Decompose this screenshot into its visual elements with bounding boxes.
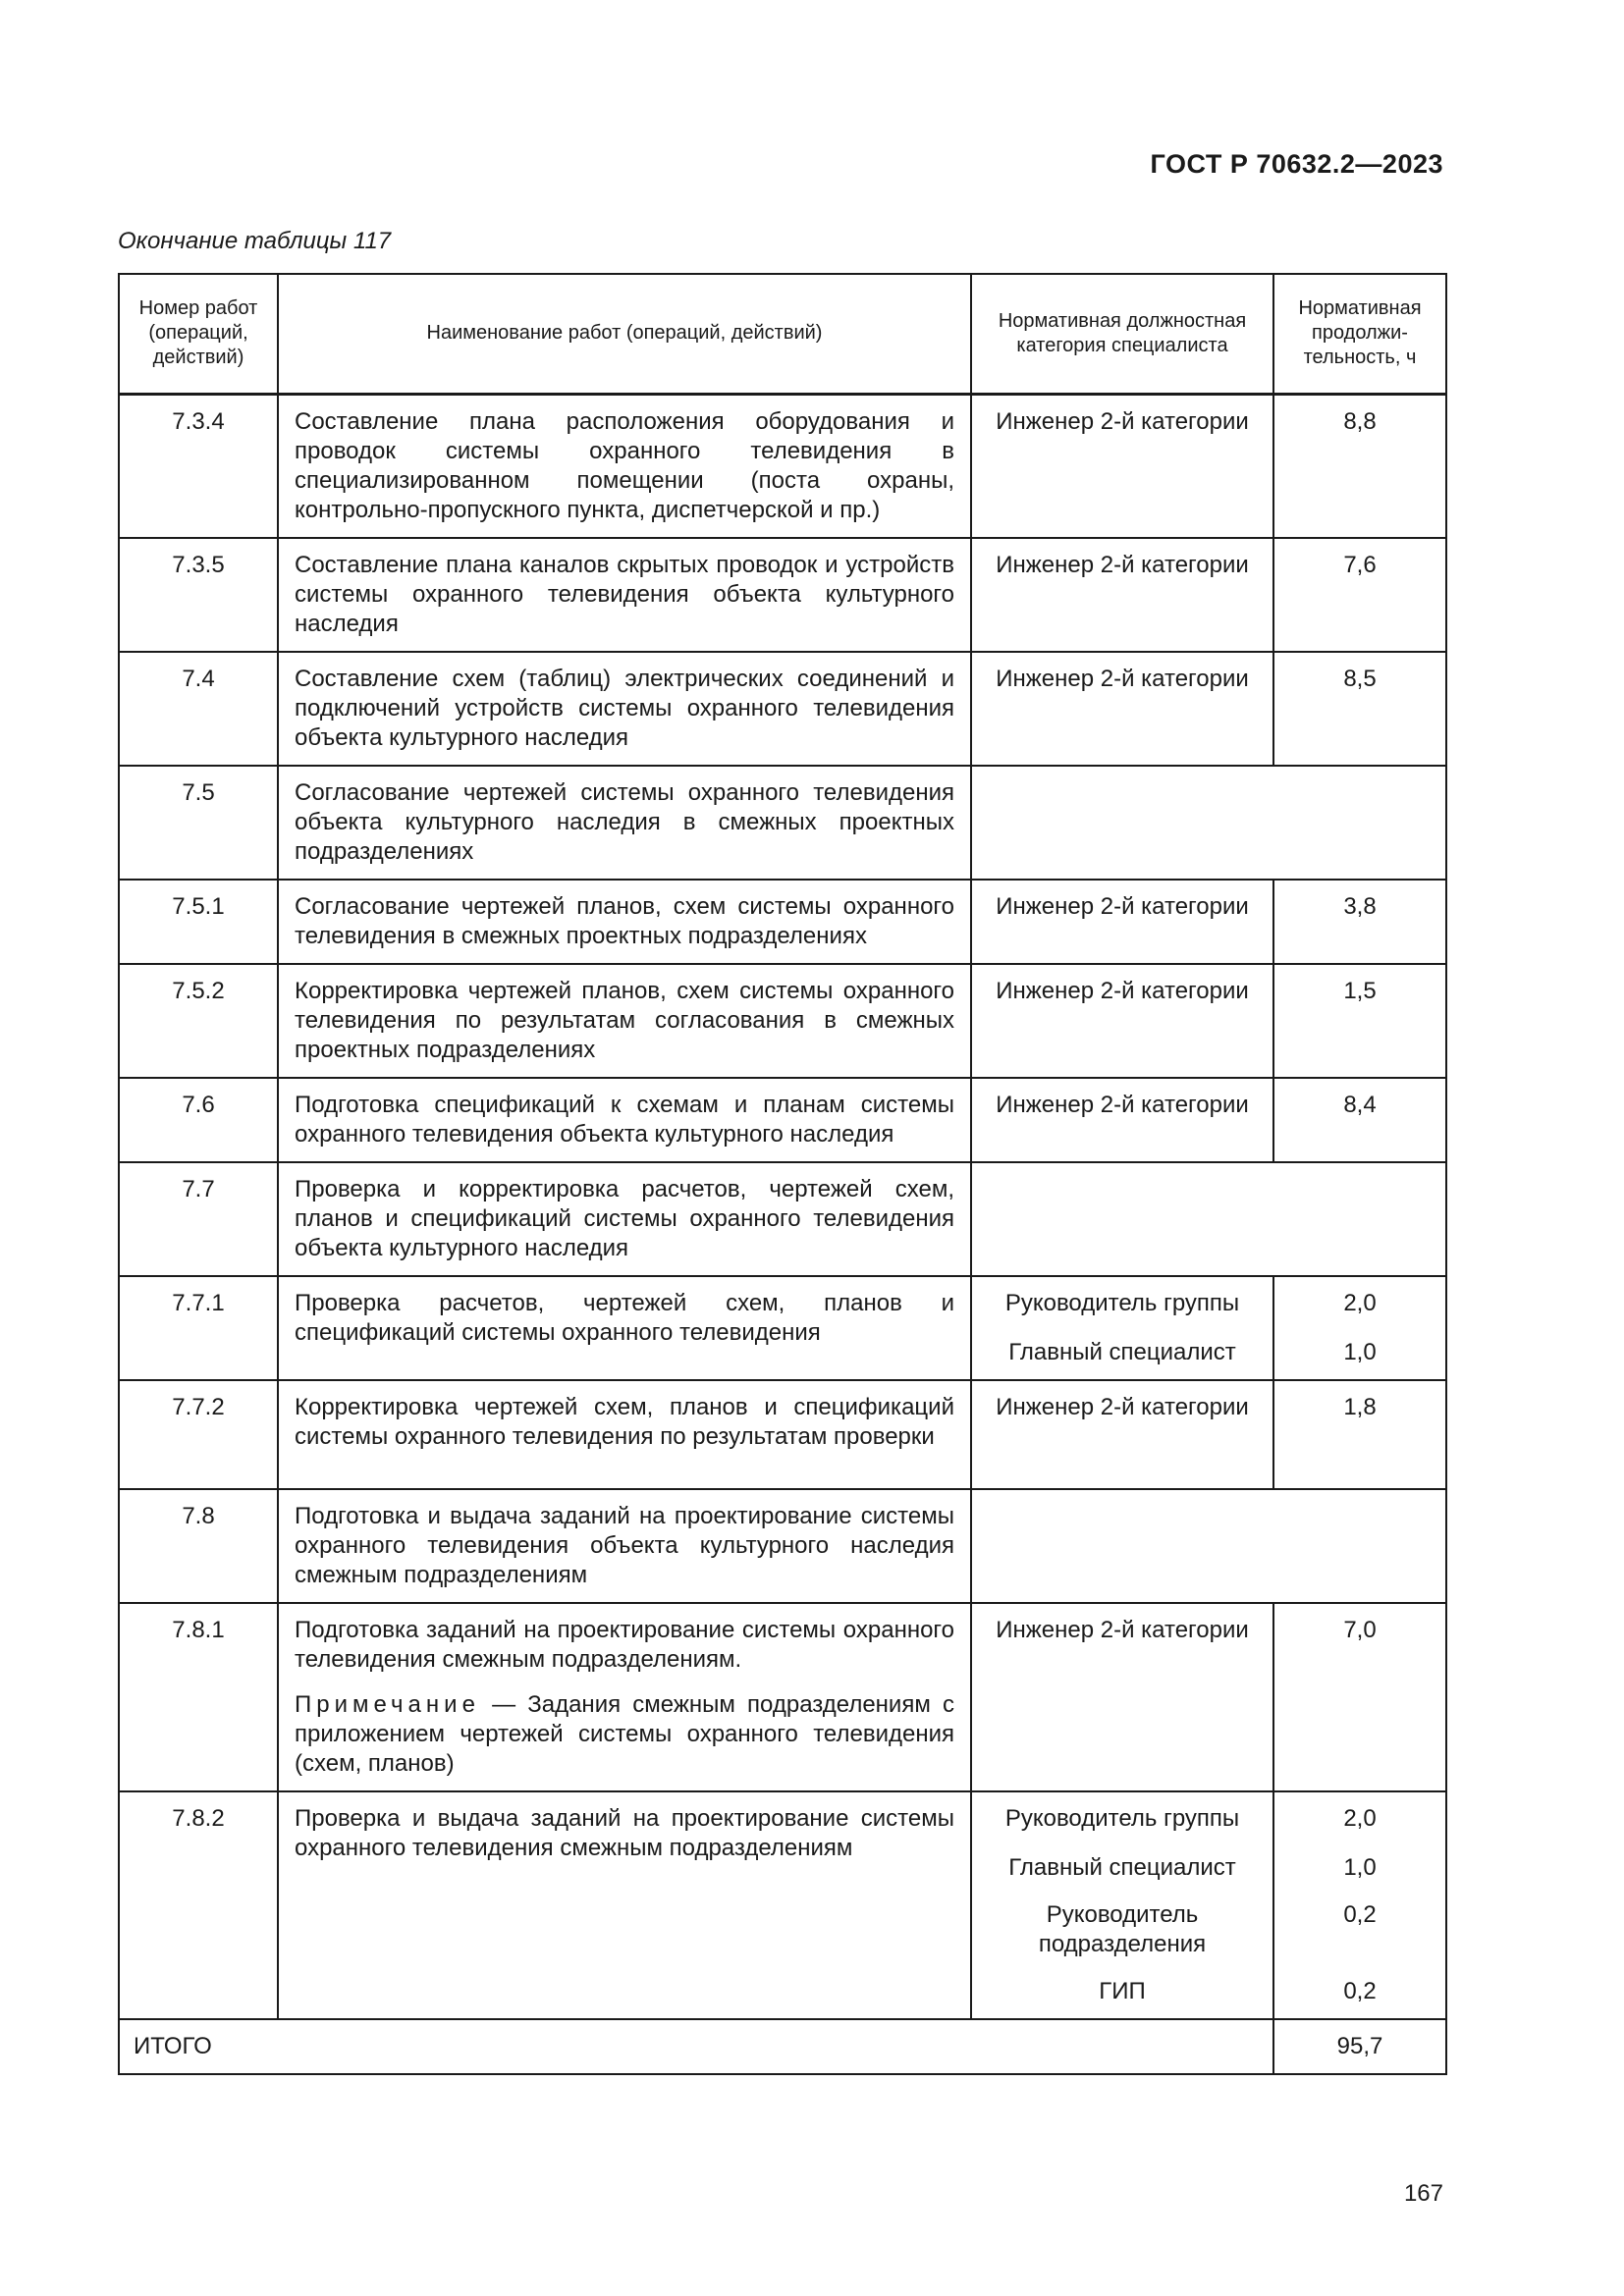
- row-category: Руководитель группы Главный специалист: [971, 1276, 1273, 1380]
- table-row: [119, 1791, 1446, 2019]
- table-row: [119, 394, 1446, 538]
- table-row: [119, 766, 1446, 880]
- row-category: Инженер 2-й категории: [971, 1603, 1273, 1791]
- row-num: 7.8: [119, 1489, 278, 1603]
- row-num: 7.3.5: [119, 538, 278, 652]
- row-empty-cell: [971, 766, 1446, 880]
- row-name: Составление плана каналов скрытых проводок и устройств системы охранного телевидения объекта культурного наследия: [278, 538, 971, 652]
- row-name: Согласование чертежей системы охранного телевидения объекта культурного наследия в смежных проектных подразделениях: [278, 766, 971, 880]
- row-category: Инженер 2-й категории: [971, 880, 1273, 964]
- row-num: 7.4: [119, 652, 278, 766]
- row-category: Инженер 2-й категории: [971, 1380, 1273, 1489]
- works-table: [118, 273, 1447, 2075]
- table-row: [119, 1380, 1446, 1489]
- total-label: ИТОГО: [119, 2019, 1273, 2074]
- row-duration: 7,6: [1273, 538, 1446, 652]
- row-duration: 3,8: [1273, 880, 1446, 964]
- row-num: 7.5: [119, 766, 278, 880]
- row-duration: 2,0 1,0: [1273, 1276, 1446, 1380]
- row-duration: 1,8: [1273, 1380, 1446, 1489]
- row-num: 7.5.1: [119, 880, 278, 964]
- row-name: Проверка и корректировка расчетов, чертежей схем, планов и спецификаций системы охранного телевидения объекта культурного наследия: [278, 1162, 971, 1276]
- row-num: 7.3.4: [119, 394, 278, 538]
- document-code: ГОСТ Р 70632.2—2023: [1150, 149, 1443, 179]
- total-value: 95,7: [1273, 2019, 1446, 2074]
- table-row: [119, 1603, 1446, 1791]
- table-row: [119, 538, 1446, 652]
- page-number: 167: [1403, 2180, 1443, 2207]
- row-duration: 8,5: [1273, 652, 1446, 766]
- row-num: 7.8.2: [119, 1791, 278, 2019]
- row-category: Инженер 2-й категории: [971, 964, 1273, 1078]
- table-row: [119, 1276, 1446, 1380]
- note-label: Примечание: [295, 1690, 480, 1718]
- row-name: Корректировка чертежей планов, схем системы охранного телевидения по результатам согласования в смежных проектных подразделениях: [278, 964, 971, 1078]
- row-empty-cell: [971, 1489, 1446, 1603]
- row-num: 7.6: [119, 1078, 278, 1162]
- row-duration: 1,5: [1273, 964, 1446, 1078]
- row-name: Составление плана расположения оборудования и проводок системы охранного телевидения в специализированном помещении (поста охраны, контрольно-пропускного пункта, диспетчерской и пр.): [278, 394, 971, 538]
- table-117: [118, 273, 1445, 2075]
- table-caption: Окончание таблицы 117: [118, 228, 392, 254]
- row-name: Проверка расчетов, чертежей схем, планов и спецификаций системы охранного телевидения: [278, 1276, 971, 1380]
- row-name: Подготовка и выдача заданий на проектирование системы охранного телевидения объекта культурного наследия смежным подразделениям: [278, 1489, 971, 1603]
- row-name: Составление схем (таблиц) электрических соединений и подключений устройств системы охранного телевидения объекта культурного наследия: [278, 652, 971, 766]
- row-duration: 8,8: [1273, 394, 1446, 538]
- row-duration: 7,0: [1273, 1603, 1446, 1791]
- col-header-duration: Нормативная продолжительность, ч: [1273, 274, 1446, 394]
- row-name: Проверка и выдача заданий на проектирование системы охранного телевидения смежным подразделениям: [278, 1791, 971, 2019]
- col-header-num: Номер работ (операций, действий): [119, 274, 278, 394]
- col-header-name: Наименование работ (операций, действий): [278, 274, 971, 394]
- row-empty-cell: [971, 1162, 1446, 1276]
- row-name: Подготовка заданий на проектирование системы охранного телевидения смежным подразделениям. Примечание — Задания смежным подразделениям с приложением чертежей системы охранного телевидения (схем, планов): [278, 1603, 971, 1791]
- table-row: [119, 1162, 1446, 1276]
- table-row: [119, 652, 1446, 766]
- row-num: 7.7.1: [119, 1276, 278, 1380]
- row-category: Руководитель группы Главный специалист Руководитель подразделения ГИП: [971, 1791, 1273, 2019]
- col-header-category: Нормативная должностная категория специалиста: [971, 274, 1273, 394]
- row-category: Инженер 2-й категории: [971, 538, 1273, 652]
- row-name: Корректировка чертежей схем, планов и спецификаций системы охранного телевидения по результатам проверки: [278, 1380, 971, 1489]
- table-row: [119, 1489, 1446, 1603]
- row-note: [295, 1690, 954, 1779]
- row-num: 7.5.2: [119, 964, 278, 1078]
- table-row: [119, 880, 1446, 964]
- note-text: — Задания смежным подразделениям с приложением чертежей системы охранного телевидения (схем, планов): [295, 1690, 954, 1777]
- row-category: Инженер 2-й категории: [971, 394, 1273, 538]
- table-header-row: [119, 274, 1446, 394]
- total-row: [119, 2019, 1446, 2074]
- row-num: 7.7: [119, 1162, 278, 1276]
- row-duration: 2,0 1,0 0,2 0,2: [1273, 1791, 1446, 2019]
- row-name: Подготовка спецификаций к схемам и планам системы охранного телевидения объекта культурного наследия: [278, 1078, 971, 1162]
- table-row: [119, 964, 1446, 1078]
- row-name: Согласование чертежей планов, схем системы охранного телевидения в смежных проектных подразделениях: [278, 880, 971, 964]
- row-num: 7.8.1: [119, 1603, 278, 1791]
- row-duration: 8,4: [1273, 1078, 1446, 1162]
- row-num: 7.7.2: [119, 1380, 278, 1489]
- row-category: Инженер 2-й категории: [971, 652, 1273, 766]
- row-category: Инженер 2-й категории: [971, 1078, 1273, 1162]
- table-row: [119, 1078, 1446, 1162]
